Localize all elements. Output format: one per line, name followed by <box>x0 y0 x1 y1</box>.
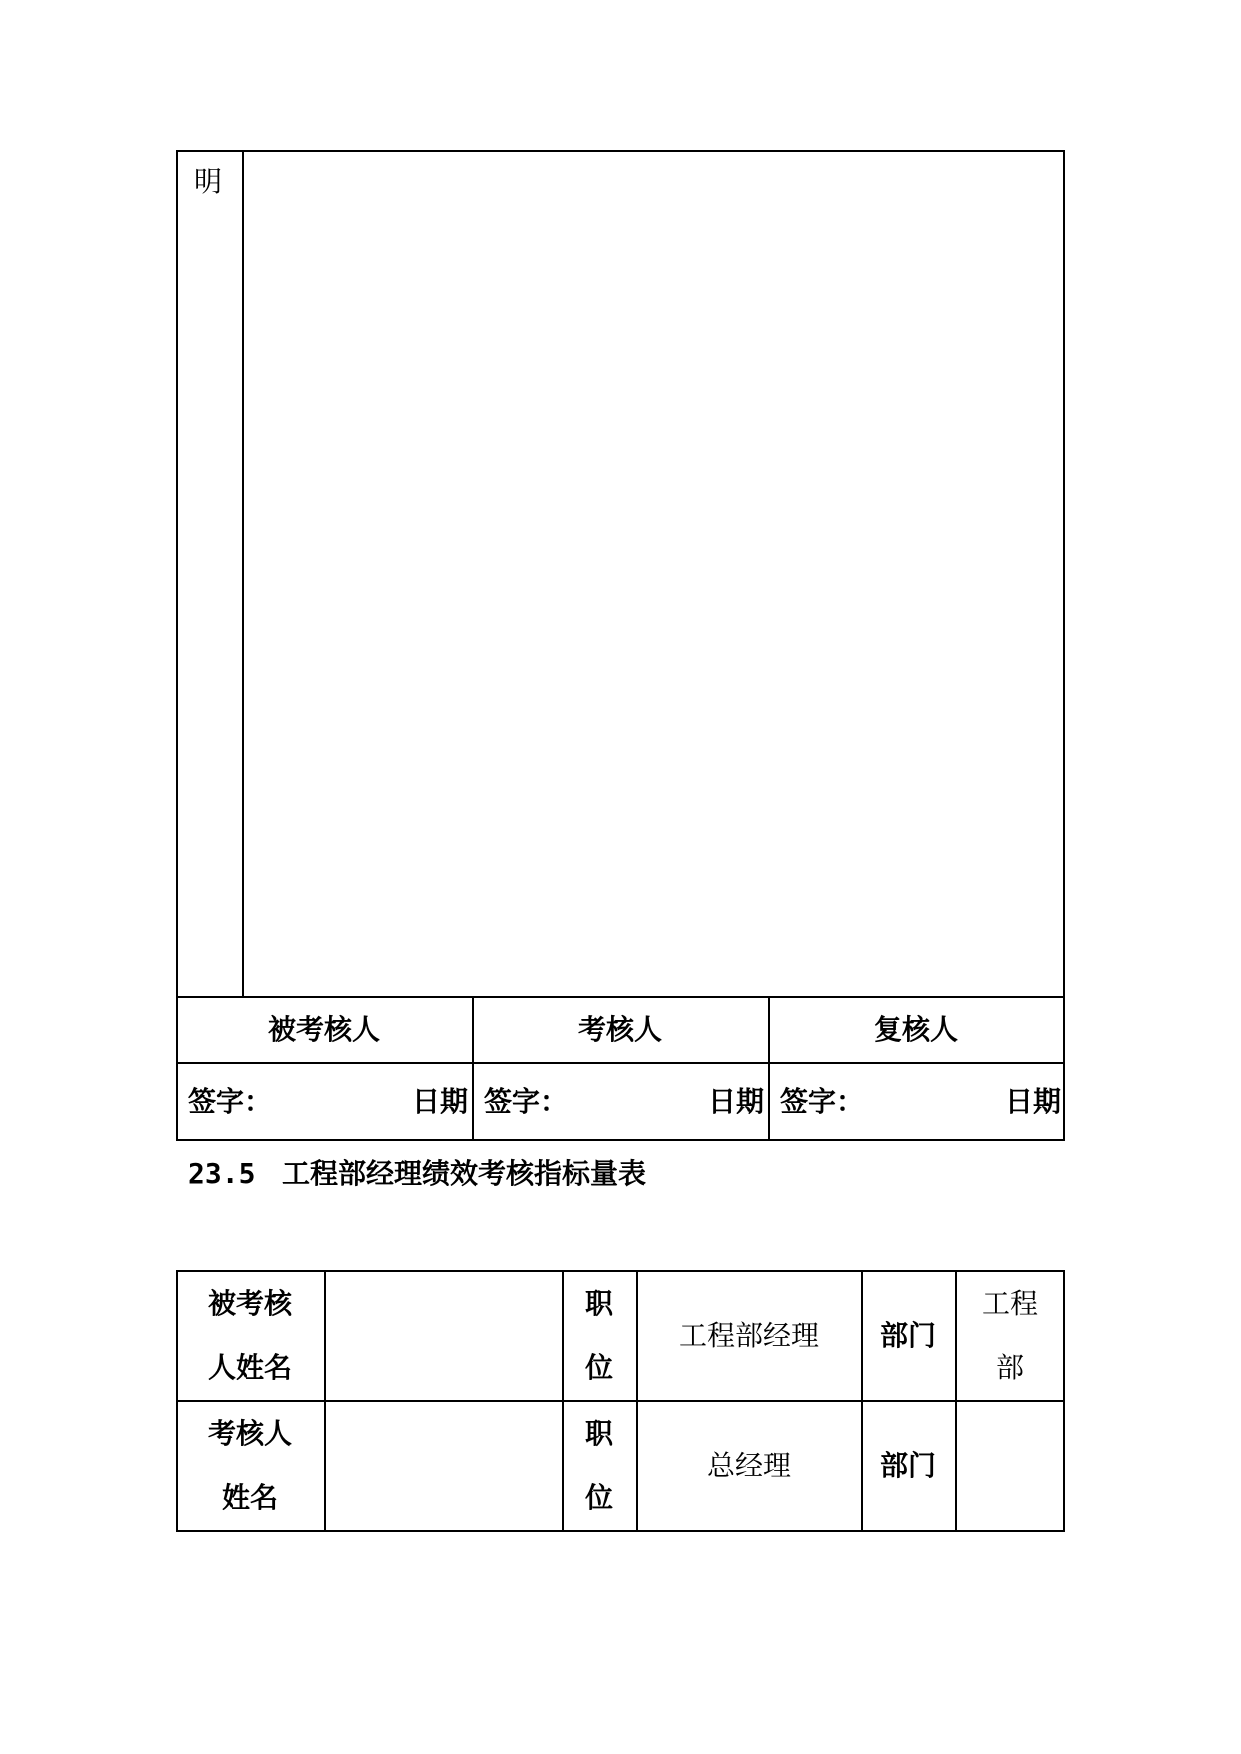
examiner-position-value: 总经理 <box>706 1449 792 1482</box>
header-examiner: 考核人 <box>577 1013 663 1046</box>
side-column-divider <box>242 150 244 998</box>
examiner-dept-label: 部门 <box>879 1449 937 1482</box>
examinee-name-label-line1: 被考核 <box>207 1287 293 1320</box>
examinee-position-value: 工程部经理 <box>678 1319 820 1352</box>
sign-label-2: 签字： <box>484 1085 569 1118</box>
date-label-3: 日期 <box>1004 1085 1061 1118</box>
sign-label-3: 签字： <box>780 1085 865 1118</box>
col-divider-2 <box>768 996 770 1141</box>
examinee-dept-value-line1: 工程 <box>981 1287 1039 1320</box>
date-label-1: 日期 <box>411 1085 468 1118</box>
header-row-bottom <box>176 1062 1065 1064</box>
info-col-line-4 <box>861 1270 863 1532</box>
header-reviewer: 复核人 <box>873 1013 959 1046</box>
examiner-position-label-line2: 位 <box>584 1481 614 1514</box>
examinee-position-label-line1: 职 <box>584 1287 614 1320</box>
examiner-name-label-line1: 考核人 <box>207 1417 293 1450</box>
info-table-row-divider <box>176 1400 1065 1402</box>
info-col-line-1 <box>324 1270 326 1532</box>
info-col-line-5 <box>955 1270 957 1532</box>
examiner-position-label-line1: 职 <box>584 1417 614 1450</box>
header-row-top <box>176 996 1065 998</box>
examinee-name-label-line2: 人姓名 <box>207 1351 293 1384</box>
sign-label-1: 签字： <box>188 1085 273 1118</box>
examinee-dept-value-line2: 部 <box>995 1351 1025 1384</box>
top-table-border-left <box>176 150 178 1141</box>
info-col-line-6 <box>1063 1270 1065 1532</box>
col-divider-1 <box>472 996 474 1141</box>
top-table-border-right <box>1063 150 1065 1141</box>
info-table-border-bottom <box>176 1530 1065 1532</box>
section-number: 23.5 <box>188 1157 256 1190</box>
top-table-border-bottom <box>176 1139 1065 1141</box>
examinee-position-label-line2: 位 <box>584 1351 614 1384</box>
side-label: 明 <box>194 165 223 198</box>
section-title: 工程部经理绩效考核指标量表 <box>282 1157 647 1190</box>
header-examinee: 被考核人 <box>267 1013 381 1046</box>
info-col-line-0 <box>176 1270 178 1532</box>
info-col-line-3 <box>636 1270 638 1532</box>
date-label-2: 日期 <box>707 1085 764 1118</box>
top-table-border-top <box>176 150 1065 152</box>
examiner-name-label-line2: 姓名 <box>221 1481 279 1514</box>
info-table-border-top <box>176 1270 1065 1272</box>
info-col-line-2 <box>562 1270 564 1532</box>
examinee-dept-label: 部门 <box>879 1319 937 1352</box>
